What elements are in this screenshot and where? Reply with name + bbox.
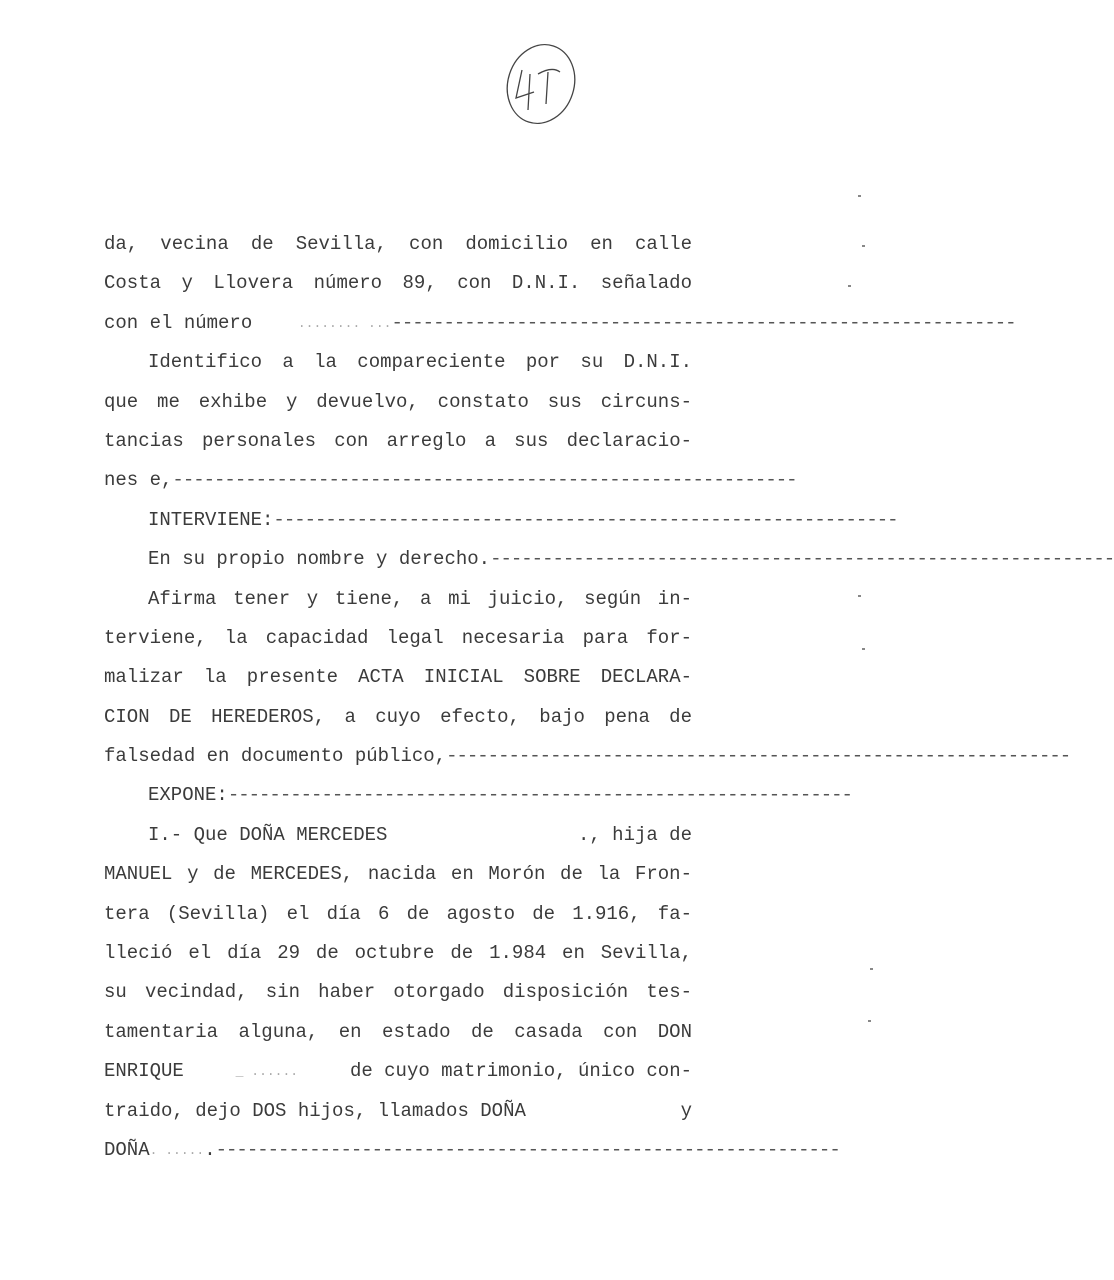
dash-filler: ------------------------------------------------------------ [227, 784, 852, 807]
text-line [104, 658, 692, 697]
text-line [104, 1092, 692, 1131]
dash-filler: ------------------------------------------------------------ [172, 469, 797, 492]
text-line [104, 264, 692, 303]
text-line [104, 540, 1114, 579]
text-segment: . [204, 1138, 216, 1161]
text-segment: _ ...... [235, 1064, 299, 1080]
dash-filler: ------------------------------------------------------------ [446, 745, 1071, 768]
text-line [104, 816, 692, 855]
text-line [104, 383, 692, 422]
dash-filler: ------------------------------------------------------------ [273, 508, 898, 531]
dash-filler: ------------------------------------------------------------ [215, 1138, 840, 1161]
text-segment: lleció el día 29 de octubre de 1.984 en Sevilla, [104, 942, 692, 965]
text-line [104, 1013, 692, 1052]
text-segment: MANUEL y de MERCEDES, nacida en Morón de la Fron- [104, 863, 692, 886]
text-segment: Costa y Llovera número 89, con D.N.I. señalado [104, 272, 692, 295]
text-line [104, 1131, 840, 1170]
text-segment: con el número [104, 311, 298, 334]
document-body [104, 225, 1114, 1170]
text-line [104, 737, 1071, 776]
text-segment: que me exhibe y devuelvo, constato sus circuns- [104, 390, 692, 413]
text-segment: ........ ... [297, 315, 392, 331]
text-line [104, 422, 692, 461]
dash-filler: ------------------------------------------------------------ [391, 311, 1016, 334]
text-segment: EXPONE: [148, 784, 228, 807]
text-segment: malizar la presente ACTA INICIAL SOBRE DECLARA- [104, 666, 692, 689]
text-line [104, 461, 797, 500]
text-segment: CION DE HEREDEROS, a cuyo efecto, bajo pena de [104, 705, 692, 728]
text-segment: terviene, la capacidad legal necesaria para for- [104, 626, 692, 649]
text-line [104, 580, 692, 619]
text-segment: su vecindad, sin haber otorgado disposición tes- [104, 981, 692, 1004]
text-segment: ENRIQUE [104, 1060, 184, 1083]
text-line [104, 1052, 692, 1091]
text-line [104, 973, 692, 1012]
text-segment: tancias personales con arreglo a sus declaracio- [104, 429, 692, 452]
text-line [104, 776, 852, 815]
text-line [104, 934, 692, 973]
text-segment: tamentaria alguna, en estado de casada con DON [104, 1020, 692, 1043]
text-line [104, 698, 692, 737]
text-line [104, 855, 692, 894]
text-segment: I.- Que DOÑA MERCEDES [148, 823, 388, 846]
text-segment: Identifico a la compareciente por su D.N.I. [148, 351, 692, 374]
text-segment: En su propio nombre y derecho. [148, 548, 491, 571]
text-segment: Afirma tener y tiene, a mi juicio, según in- [148, 587, 692, 610]
text-line [104, 619, 692, 658]
text-segment: traido, dejo DOS hijos, llamados DOÑA [104, 1099, 526, 1122]
text-segment: INTERVIENE: [148, 508, 274, 531]
dash-filler: ------------------------------------------------------------ [490, 548, 1114, 571]
text-line [104, 343, 692, 382]
text-segment: da, vecina de Sevilla, con domicilio en calle [104, 233, 692, 255]
text-segment: de cuyo matrimonio, único con- [349, 1060, 692, 1083]
text-segment: . ..... [149, 1142, 205, 1158]
text-segment: tera (Sevilla) el día 6 de agosto de 1.916, fa- [104, 902, 692, 925]
text-line [104, 501, 898, 540]
page-number-stamp [500, 40, 582, 130]
text-segment: y [680, 1099, 692, 1122]
text-segment: falsedad en documento público, [104, 745, 447, 768]
text-line [104, 895, 692, 934]
text-segment: ., hija de [577, 823, 692, 846]
text-line [104, 304, 1016, 343]
text-segment: nes e, [104, 469, 173, 492]
text-segment: DOÑA [104, 1138, 150, 1161]
text-line [104, 225, 692, 264]
